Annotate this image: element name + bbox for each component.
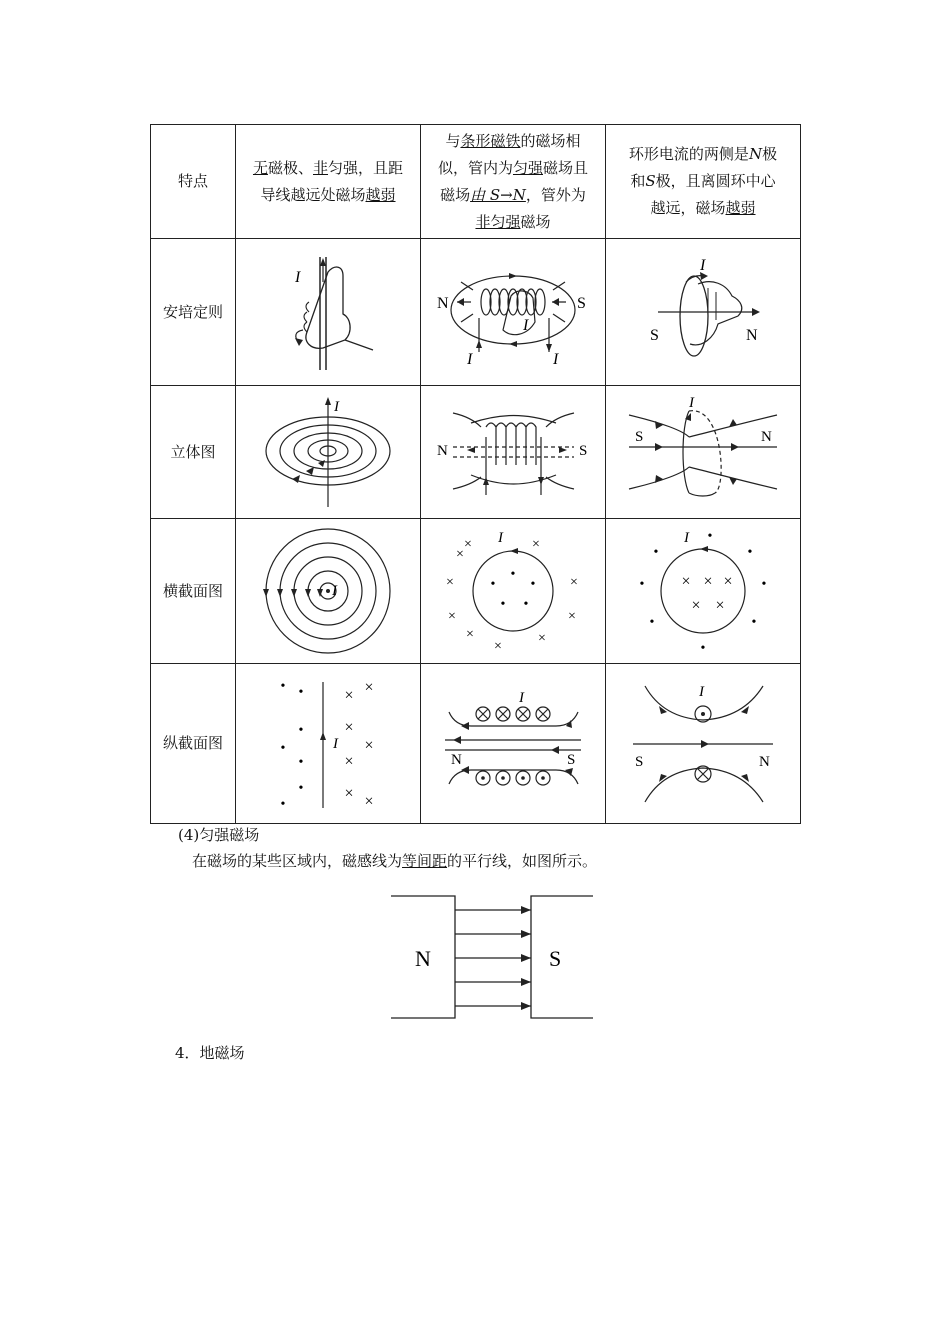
north-label: N [746,327,758,344]
3d-solenoid-cell [421,386,606,519]
current-label: I [466,351,472,368]
row-label-features: 特点 [151,125,236,239]
field-cross: × [532,537,540,552]
feature-text: 磁场 [520,212,551,231]
field-dot: • [751,615,757,630]
field-cross: × [456,547,464,562]
field-cross: × [364,736,374,754]
feature-text: N [748,145,763,163]
cross-solenoid-figure [438,526,588,656]
row-ampere-rule [151,239,801,386]
field-cross: × [494,639,502,654]
feature-straight-wire [236,125,421,239]
feature-ring-current [606,125,801,239]
feature-text: 极，且离圆环中心 [655,172,776,190]
3d-ring-cell [606,386,801,519]
ampere-solenoid-cell [421,239,606,386]
south-label: S [650,327,659,344]
feature-text: 磁场且 [543,158,589,177]
field-cross: × [464,537,472,552]
ampere-ring-cell [606,239,801,386]
feature-text: 磁场 [440,185,471,204]
field-cross: × [715,597,725,614]
feature-text: ，管外为 [525,185,586,204]
heading-geomagnetic-field: 4．地磁场 [175,1044,245,1062]
south-label: S [635,429,644,445]
field-dot: • [639,577,645,592]
field-dot: • [490,577,496,592]
north-label: N [436,295,449,312]
south-label: S [576,295,586,312]
current-label: I [295,269,301,286]
uniform-field-paragraph [192,850,597,871]
feature-text: 环形电流的两侧是 [628,145,749,163]
paragraph-text: 的平行线，如图所示。 [447,852,598,870]
field-dot: • [707,529,713,544]
field-dot: • [530,577,536,592]
south-label: S [578,443,587,459]
current-label: I [498,530,503,546]
field-cross: × [446,575,454,590]
field-dot: • [761,577,767,592]
feature-text: 越远，磁场 [650,199,726,217]
feature-text: 磁极、 [267,158,313,177]
3d-solenoid-figure [431,397,596,507]
north-label: N [436,443,448,459]
current-label: I [699,683,704,700]
feature-text: 与 [445,131,461,150]
north-label: N [761,429,772,445]
3d-straight-wire-figure [258,393,398,511]
paragraph-text: 在磁场的某些区域内，磁感线为 [192,852,403,870]
feature-text: 非 [313,158,329,177]
current-label: I [552,351,558,368]
current-label: I [522,317,528,334]
long-straight-wire-figure [263,674,393,814]
field-dot: • [298,722,304,738]
row-label-3d: 立体图 [151,386,236,519]
field-cross: × [538,631,546,646]
field-dot: • [500,597,506,612]
current-label: I [518,689,524,706]
ampere-straight-cell [236,239,421,386]
current-label: I [700,257,706,274]
row-label-ampere: 安培定则 [151,239,236,386]
field-cross: × [344,686,354,704]
feature-text: 极 [762,145,778,163]
right-hand-solenoid-figure [431,252,596,372]
cross-straight-wire-figure [260,523,396,659]
right-hand-straight-wire-figure [273,252,383,372]
feature-solenoid [421,125,606,239]
feature-text: 由 S→N [470,185,526,204]
field-dot: • [649,615,655,630]
field-dot: • [700,641,706,656]
magnetic-field-table [150,124,801,824]
feature-text: 似，管内为 [437,158,513,177]
field-dot: • [280,740,286,756]
field-cross: × [344,718,354,736]
magnet-south-label: S [549,946,562,971]
feature-text: 匀强 [512,158,543,177]
field-dot: • [510,567,516,582]
field-cross: × [364,792,374,810]
south-label: S [566,751,575,768]
cross-ring-cell [606,519,801,664]
feature-text: 越弱 [365,185,396,204]
south-label: S [635,753,644,770]
field-dot: • [653,545,659,560]
field-dot: • [298,684,304,700]
current-label: I [684,530,689,546]
field-dot: • [280,796,286,812]
long-ring-cell [606,664,801,824]
field-dot: • [298,780,304,796]
uniform-field-figure [375,880,609,1030]
field-cross: × [448,609,456,624]
feature-text: 条形磁铁 [460,131,521,150]
north-label: N [450,751,462,768]
feature-text: 非匀强 [475,212,521,231]
row-longitudinal-section [151,664,801,824]
row-3d-view [151,386,801,519]
field-cross: × [723,573,733,590]
row-label-longitudinal: 纵截面图 [151,664,236,824]
3d-straight-cell [236,386,421,519]
current-label: I [689,397,694,411]
cross-straight-cell [236,519,421,664]
feature-text: 导线越远处磁场 [260,185,366,204]
field-dot: • [298,754,304,770]
right-hand-ring-figure [628,252,778,372]
north-label: N [759,753,770,770]
field-cross: × [691,597,701,614]
feature-text: 的磁场相 [520,131,581,150]
long-solenoid-cell [421,664,606,824]
field-dot: • [747,545,753,560]
row-label-cross: 横截面图 [151,519,236,664]
field-cross: × [568,609,576,624]
feature-text: 越弱 [725,199,756,217]
current-label: I [332,583,337,599]
long-solenoid-figure [431,684,596,804]
3d-ring-figure [623,397,783,507]
current-label: I [333,735,338,752]
feature-text: 和 [630,172,646,190]
field-cross: × [344,784,354,802]
current-label: I [334,399,339,415]
paragraph-text-underlined: 等间距 [402,852,448,870]
row-cross-section [151,519,801,664]
feature-text: S [645,172,656,190]
field-cross: × [466,627,474,642]
long-ring-figure [623,674,783,814]
field-cross: × [703,573,713,590]
cross-ring-figure [628,526,778,656]
field-dot: • [523,597,529,612]
magnet-north-label: N [415,946,431,971]
field-cross: × [681,573,691,590]
cross-solenoid-cell [421,519,606,664]
field-cross: × [364,678,374,696]
long-straight-cell [236,664,421,824]
section-title-uniform-field: (4)匀强磁场 [178,826,260,844]
field-cross: × [344,752,354,770]
feature-text: 匀强，且距 [328,158,404,177]
field-cross: × [570,575,578,590]
feature-text: 无 [252,158,268,177]
field-dot: • [280,678,286,694]
row-features [151,125,801,239]
